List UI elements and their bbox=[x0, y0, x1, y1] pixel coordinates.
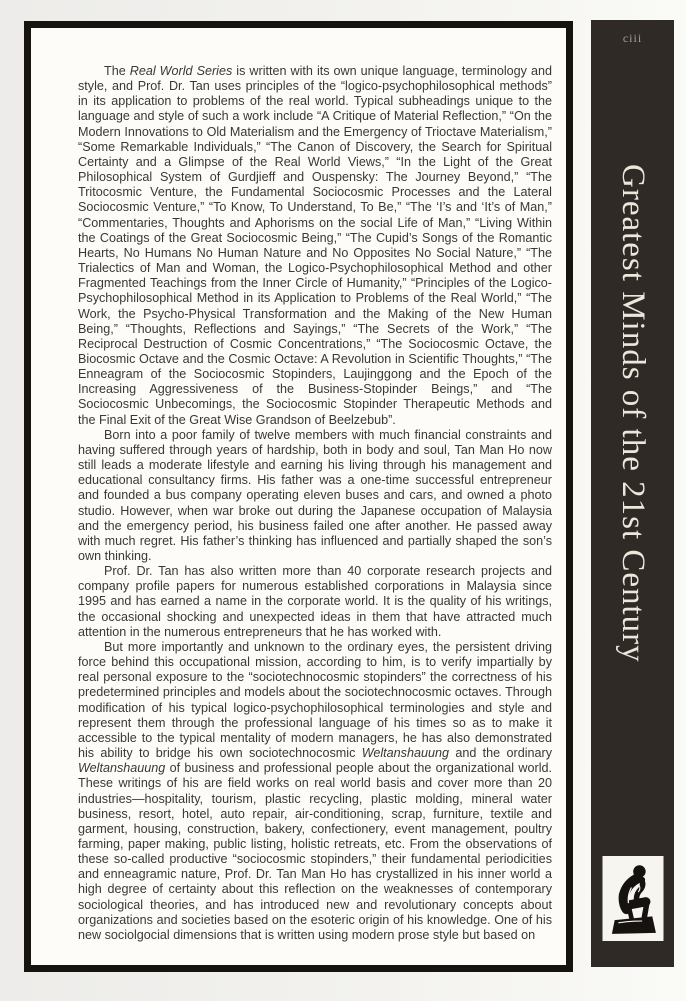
thinker-image-box bbox=[602, 856, 663, 941]
spine-title: Greatest Minds of the 21st Century bbox=[615, 164, 651, 663]
article-body bbox=[31, 28, 566, 965]
paragraph: Born into a poor family of twelve members with much financial constraints and having suffered through years of hardship, both in body and soul, Tan Man Ho now still leads a moderate lifestyle and earning his living through his management and educational consultancy firms. His father was a one-time successful entrepreneur and founded a bus company operating eleven buses and cars, and owned a photo studio. However, when war broke out during the Japanese occupation of Malaysia and the emergency period, his business failed one after another. He passed away with much regret. His father’s thinking has influenced and partially shaped the son’s own thinking. bbox=[78, 427, 552, 563]
content-frame bbox=[24, 21, 573, 972]
thinker-statue-icon bbox=[605, 860, 660, 938]
paragraph: But more importantly and unknown to the ordinary eyes, the persistent driving force behind this occupational mission, according to him, is to verify impartially by real personal exposure to the “sociotechnocosmic stopinders” the correctness of his predetermined principles and models about the sociotechnocosmic octaves. Through modification of his typical logico-psychophilosophical terminologies and style and represent them through the professional language of his times so as to make it accessible to the typical mentality of modern managers, he has also demonstrated his ability to bridge his own sociotechnocosmic Weltanshauung and the ordinary Weltanshauung of business and professional people about the organizational world. These writings of his are field works on real world basis and cover more than 20 industries—hospitality, tourism, plastic recycling, plastic molding, mineral water business, resort, hotel, auto repair, air-conditioning, scrap, furniture, textile and garment, housing, construction, bakery, confectionery, event management, poultry farming, paper making, public listing, holistic retreats, etc. From the observations of these so-called productive “sociocosmic stopinders,” their fundamental periodicities and enneagramic nature, Prof. Dr. Tan Man Ho has crystallized in his inner world a high degree of certainty about this reflection on the weaknesses of contemporary sociological theories, and has introduced new and revolutionary concepts about organizations and societies based on the esoteric origin of his knowledge. One of his new sociolgocial dimensions that is written using modern prose style but based on bbox=[78, 639, 552, 942]
paragraph: The Real World Series is written with its own unique language, terminology and style, and Prof. Dr. Tan uses principles of the “logico-psychophilosophical methods” in its application to problems of the real world. Typical subheadings unique to the language and style of such a work include “A Critique of Material Reflection,” “On the Modern Innovations to Old Materialism and the Emergency of Trioctave Materialism,” “Some Remarkable Individuals,” “The Canon of Discovery, the Search for Spiritual Certainty and a Glimpse of the Real World Views,” “In the Light of the Great Philosophical System of Gurdjieff and Ouspensky: The Journey Beyond,” “The Tritocosmic Venture, the Fundamental Sociocosmic Processes and the Lateral Sociocosmic Venture,” “To Know, To Understand, To Be,” “The ‘I’s and ‘It’s of Man,” “Commentaries, Thoughts and Aphorisms on the social Life of Man,” “Living Within the Coatings of the Great Sociocosmic Being,” “The Cupid’s Songs of the Romantic Hearts, No Humans No Human Nature and No Opposites No Social Nature,” “The Trialectics of Man and Woman, the Logico-Psychophilosophical Method and other Fragmented Teachings from the Inner Circle of Humanity,” “Principles of the Logico-Psychophilosophical Method in its Application to Problems of the Real World,” “The Work, the Psycho-Physical Transformation and the Making of the New Human Being,” “Thoughts, Reflections and Sayings,” “The Secrets of the Work,” “The Reciprocal Destruction of Cosmic Concentrations,” “The Sociocosmic Octave, the Biocosmic Octave and the Cosmic Octave: A Revolution in Scientific Thoughts,” “The Enneagram of the Sociocosmic Stopinders, Laujinggong and the Epoch of the Increasing Aggressiveness of the Business-Stopinder Beings,” and “The Sociocosmic Unbecomings, the Sociocosmic Stopinder Therapeutic Methods and the Final Exit of the Great Wise Grandson of Beelzebub”. bbox=[78, 64, 552, 427]
sidebar-spine bbox=[591, 20, 674, 967]
paragraph: Prof. Dr. Tan has also written more than 40 corporate research projects and company profile papers for numerous established corporations in Malaysia since 1995 and has earned a name in the corporate world. It is the quality of his writings, the occasional shocking and unexpected ideas in them that have attracted much attention in the numerous entrepreneurs that he has worked with. bbox=[78, 564, 552, 639]
page-number: ciii bbox=[622, 31, 643, 45]
